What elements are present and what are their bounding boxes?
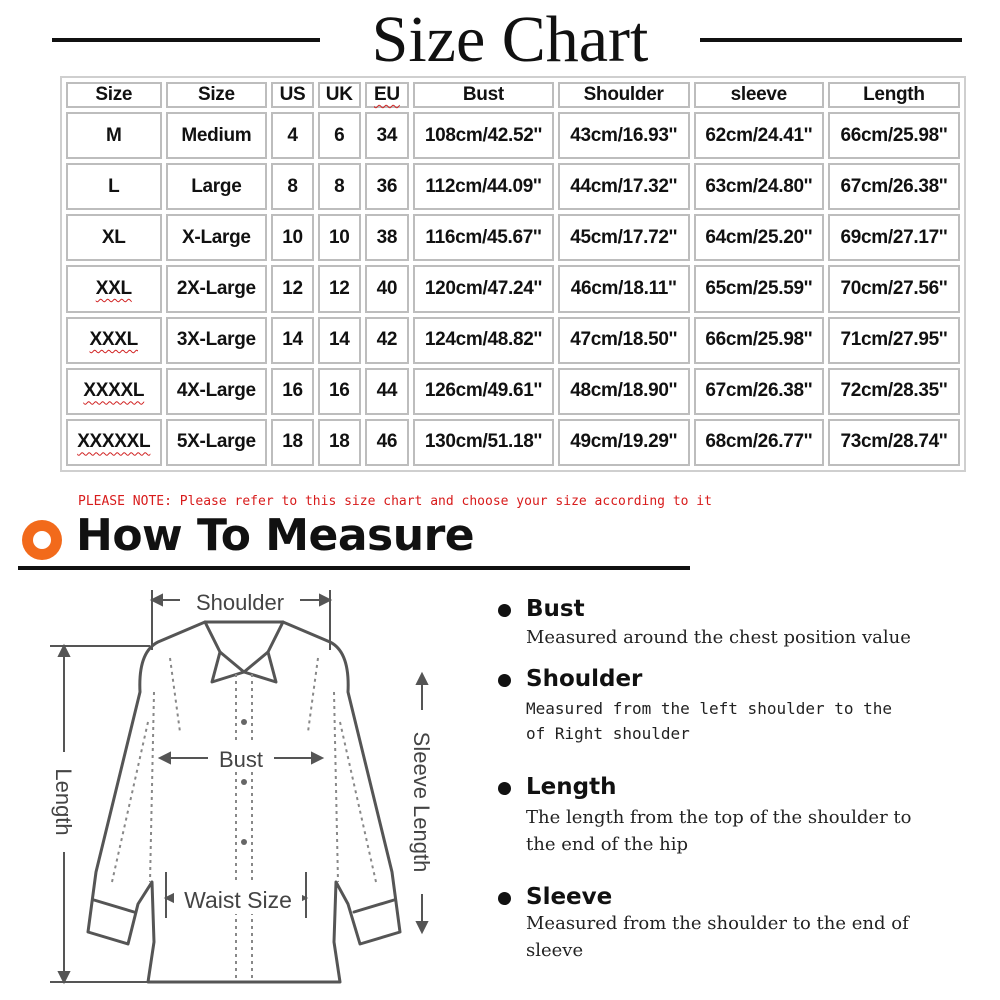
bullet-icon [498,892,511,905]
cell-uk: 18 [318,419,361,466]
bullet-icon [498,604,511,617]
definition-text: Measured from the left shoulder to the of Right shoulder [526,699,893,743]
cell-us: 16 [271,368,314,415]
definition-text: Measured from the shoulder to the end of sleeve [526,913,909,961]
cell-shoulder: 49cm/19.29'' [558,419,690,466]
cell-eu: 44 [365,368,410,415]
cell-length: 73cm/28.74'' [828,419,960,466]
diagram-label-bust: Bust [218,747,264,772]
cell-uk: 12 [318,265,361,312]
cell-us: 4 [271,112,314,159]
header-eu: EU [365,82,410,108]
cell-eu: 34 [365,112,410,159]
size-note: PLEASE NOTE: Please refer to this size chart and choose your size according to it [78,494,712,509]
cell-bust: 130cm/51.18'' [413,419,553,466]
cell-size-name: 4X-Large [166,368,268,415]
shirt-diagram [30,582,450,992]
table-row [66,214,960,261]
cell-size: XXL [66,265,162,312]
header-shoulder: Shoulder [558,82,690,108]
cell-shoulder: 46cm/18.11'' [558,265,690,312]
cell-us: 18 [271,419,314,466]
header-size: Size [66,82,162,108]
definition-term: Shoulder [526,666,643,692]
header-uk: UK [318,82,361,108]
cell-shoulder: 43cm/16.93'' [558,112,690,159]
cell-bust: 108cm/42.52'' [413,112,553,159]
title-rule-left [52,38,320,42]
cell-us: 12 [271,265,314,312]
header-size-name: Size [166,82,268,108]
cell-length: 66cm/25.98'' [828,112,960,159]
cell-size: XL [66,214,162,261]
cell-size: L [66,163,162,210]
header-sleeve: sleeve [694,82,824,108]
definition-text: The length from the top of the shoulder to the end of the hip [526,807,912,855]
cell-size: M [66,112,162,159]
shirt-outline [88,622,400,982]
cell-bust: 120cm/47.24'' [413,265,553,312]
cell-size: XXXL [66,317,162,364]
cell-size: XXXXL [66,368,162,415]
bullet-icon [498,782,511,795]
cell-bust: 124cm/48.82'' [413,317,553,364]
cell-us: 8 [271,163,314,210]
cell-size-name: 2X-Large [166,265,268,312]
table-row [66,265,960,312]
definition-term: Length [526,774,617,800]
cell-uk: 10 [318,214,361,261]
cell-sleeve: 66cm/25.98'' [694,317,824,364]
cell-uk: 14 [318,317,361,364]
diagram-label-sleeve-length: Sleeve Length [409,731,434,873]
definition-text: Measured around the chest position value [526,627,911,648]
cell-eu: 40 [365,265,410,312]
cell-length: 70cm/27.56'' [828,265,960,312]
table-row [66,163,960,210]
header-us: US [271,82,314,108]
bullet-icon [498,674,511,687]
cell-length: 72cm/28.35'' [828,368,960,415]
size-table [62,78,964,470]
cell-shoulder: 44cm/17.32'' [558,163,690,210]
cell-sleeve: 64cm/25.20'' [694,214,824,261]
definition-term: Bust [526,596,585,622]
cell-size-name: X-Large [166,214,268,261]
cell-length: 67cm/26.38'' [828,163,960,210]
diagram-label-waist: Waist Size [184,887,292,913]
measure-rule [18,566,690,570]
table-row [66,112,960,159]
measure-title: How To Measure [76,510,475,561]
cell-eu: 38 [365,214,410,261]
cell-shoulder: 45cm/17.72'' [558,214,690,261]
cell-sleeve: 63cm/24.80'' [694,163,824,210]
cell-sleeve: 68cm/26.77'' [694,419,824,466]
table-row [66,368,960,415]
header-length: Length [828,82,960,108]
cell-shoulder: 48cm/18.90'' [558,368,690,415]
cell-uk: 8 [318,163,361,210]
definition-term: Sleeve [526,884,613,910]
cell-us: 14 [271,317,314,364]
table-row [66,317,960,364]
page-title: Size Chart [371,3,649,76]
cell-size-name: 5X-Large [166,419,268,466]
cell-size: XXXXXL [66,419,162,466]
cell-length: 71cm/27.95'' [828,317,960,364]
cell-eu: 42 [365,317,410,364]
cell-bust: 116cm/45.67'' [413,214,553,261]
cell-bust: 112cm/44.09'' [413,163,553,210]
cell-eu: 46 [365,419,410,466]
header-bust: Bust [413,82,553,108]
cell-size-name: Medium [166,112,268,159]
cell-sleeve: 67cm/26.38'' [694,368,824,415]
diagram-label-shoulder: Shoulder [195,590,285,615]
diagram-label-length: Length [51,768,76,836]
cell-size-name: Large [166,163,268,210]
cell-uk: 16 [318,368,361,415]
cell-sleeve: 65cm/25.59'' [694,265,824,312]
cell-shoulder: 47cm/18.50'' [558,317,690,364]
table-header-row [66,82,960,108]
cell-uk: 6 [318,112,361,159]
cell-length: 69cm/27.17'' [828,214,960,261]
cell-us: 10 [271,214,314,261]
cell-size-name: 3X-Large [166,317,268,364]
title-rule-right [700,38,962,42]
cell-eu: 36 [365,163,410,210]
cell-sleeve: 62cm/24.41'' [694,112,824,159]
table-row [66,419,960,466]
circle-bullet-icon [22,520,62,560]
cell-bust: 126cm/49.61'' [413,368,553,415]
